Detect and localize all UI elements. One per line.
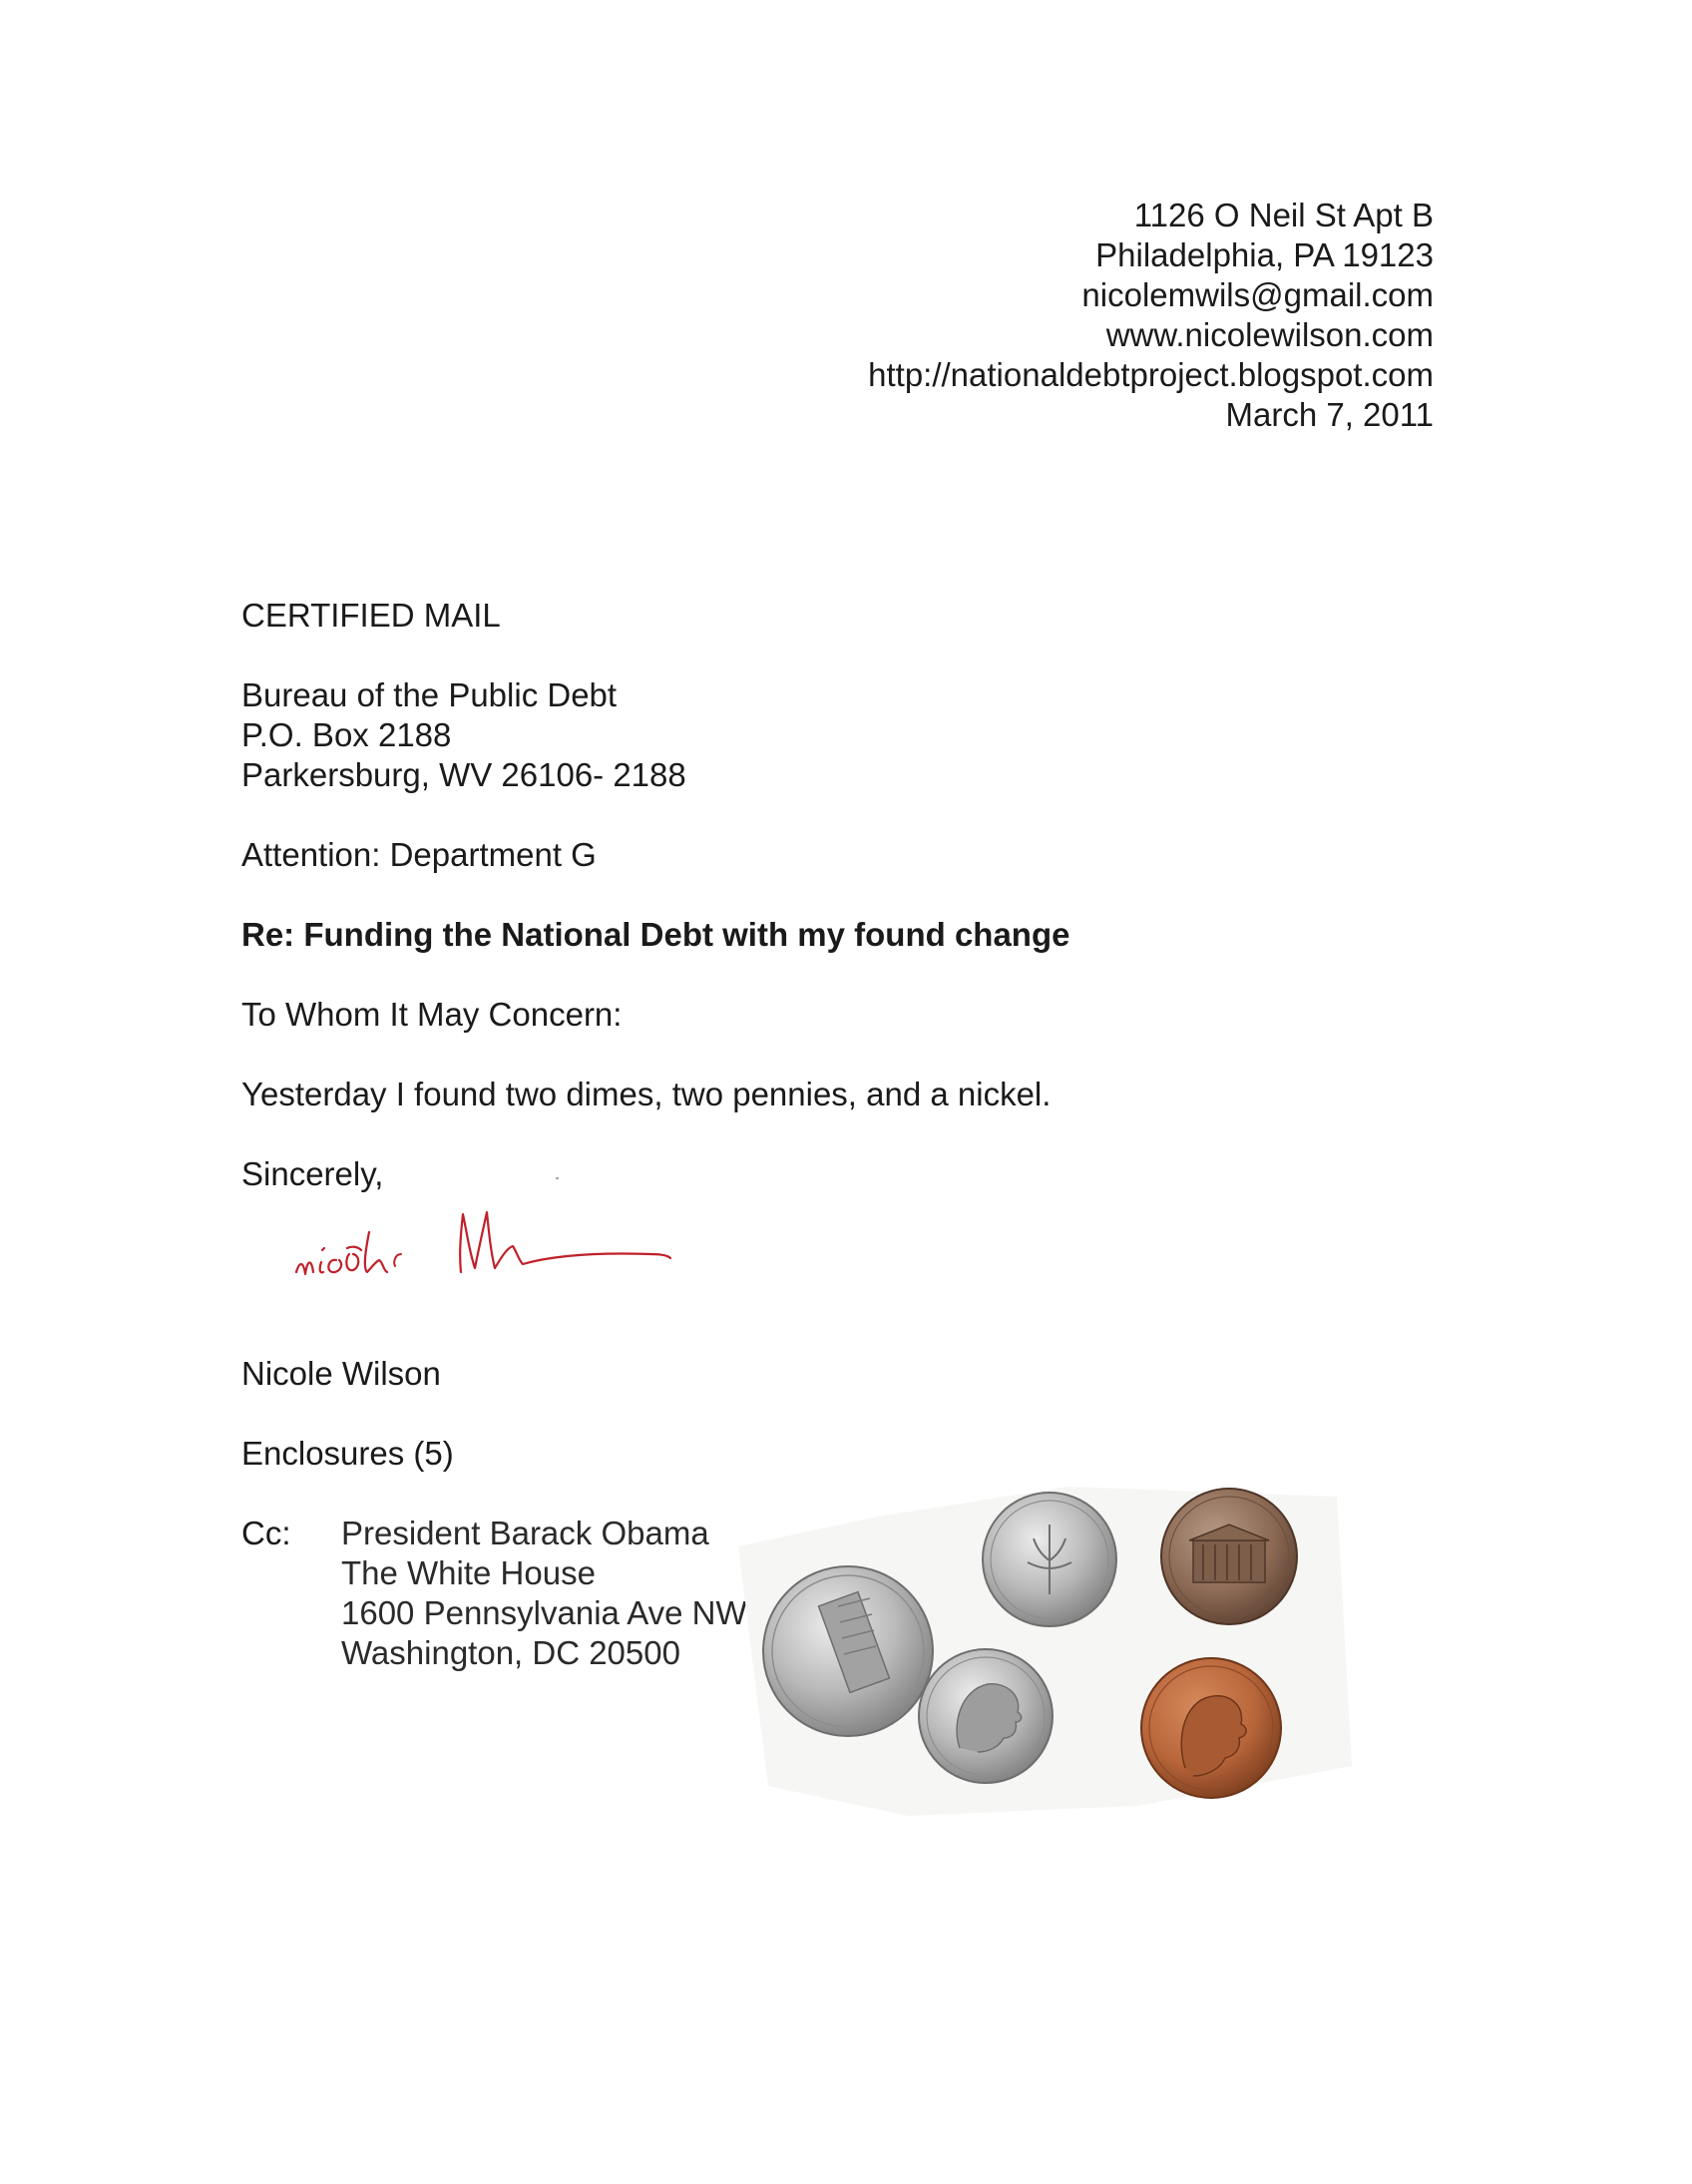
dime-coin-obverse: [919, 1649, 1053, 1783]
mail-type: CERTIFIED MAIL: [241, 597, 501, 634]
enclosed-coins-image: [738, 1477, 1357, 1826]
nickel-coin: [763, 1566, 933, 1736]
closing: Sincerely,: [241, 1155, 384, 1192]
subject-line: Re: Funding the National Debt with my found change: [241, 916, 1070, 953]
penny-coin-reverse: [1161, 1489, 1297, 1624]
dime-coin-reverse: [983, 1493, 1116, 1626]
cc-address: [341, 1514, 747, 1673]
enclosures-line: Enclosures (5): [241, 1435, 454, 1472]
cc-label: Cc:: [241, 1515, 291, 1551]
sender-city-state-zip: Philadelphia, PA 19123: [1095, 236, 1434, 273]
recipient-name: Bureau of the Public Debt: [241, 676, 618, 713]
letter-date: March 7, 2011: [1225, 396, 1434, 433]
sender-street: 1126 O Neil St Apt B: [1133, 197, 1434, 233]
signer-name: Nicole Wilson: [241, 1355, 441, 1392]
attention-line: Attention: Department G: [241, 836, 597, 873]
sender-blog: http://nationaldebtproject.blogspot.com: [868, 356, 1434, 393]
cc-recipient-name: President Barack Obama: [341, 1515, 709, 1551]
recipient-address-block: [241, 675, 686, 795]
salutation: To Whom It May Concern:: [241, 996, 623, 1033]
recipient-city-state-zip: Parkersburg, WV 26106- 2188: [241, 756, 686, 793]
sender-address-block: [536, 196, 1434, 435]
recipient-po-box: P.O. Box 2188: [241, 716, 452, 753]
cc-city-state-zip: Washington, DC 20500: [341, 1634, 680, 1671]
letter-body: Yesterday I found two dimes, two pennies, and a nickel.: [241, 1076, 1052, 1112]
sender-website: www.nicolewilson.com: [1105, 316, 1434, 353]
scan-speck: [556, 1177, 559, 1179]
sender-email: nicolemwils@gmail.com: [1081, 276, 1434, 313]
cc-organization: The White House: [341, 1554, 596, 1591]
penny-coin-obverse: [1141, 1658, 1281, 1798]
cc-street: 1600 Pennsylvania Ave NW: [341, 1594, 747, 1631]
handwritten-signature: [291, 1202, 710, 1312]
